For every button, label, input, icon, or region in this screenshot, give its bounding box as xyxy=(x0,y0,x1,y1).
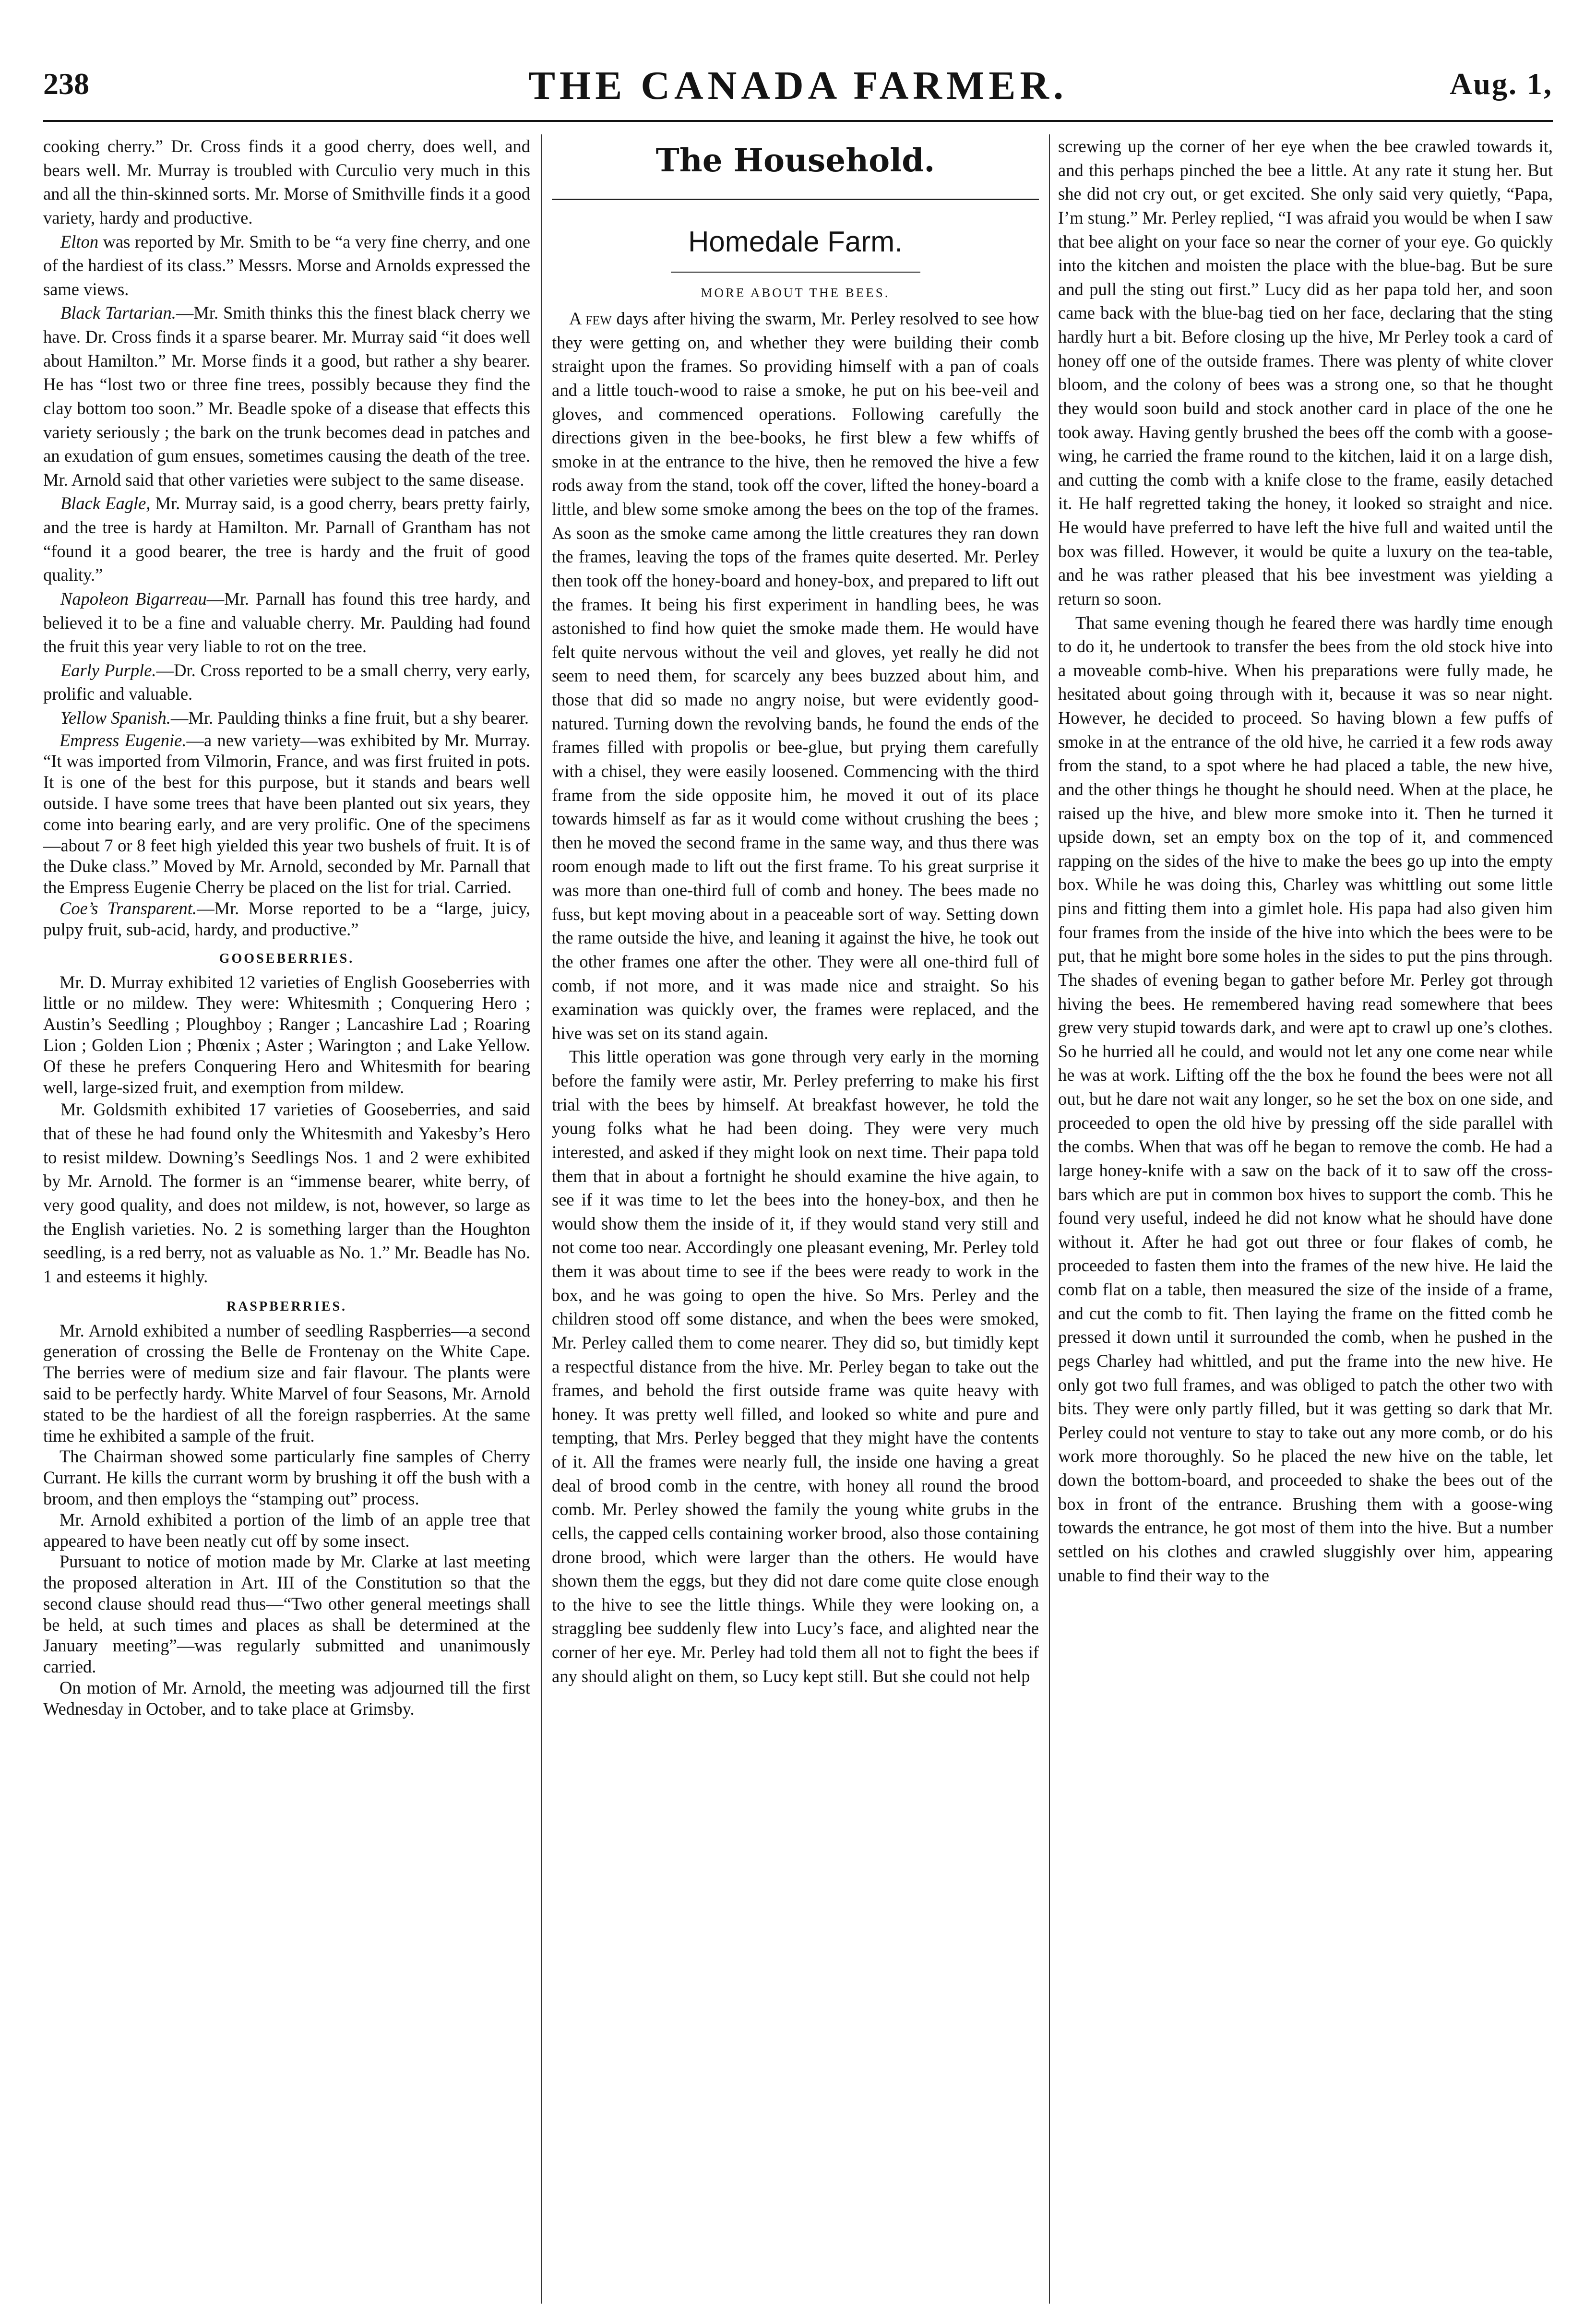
story-title: Homedale Farm. xyxy=(688,225,903,258)
paragraph: A few days after hiving the swarm, Mr. Perley resolved to see how they were getting on, and whether they were building their comb straight upon the frames. So providing himself with a pan of coals and a little touch-wood to raise a smoke, he put on his bee-veil and gloves, and commenced operations. Following carefully the directions given in the bee-books, he first blew a few whiffs of smoke in at the entrance to the hive, then he removed the hive a few rods away from the stand, took off the cover, lifted the honey-board a little, and blew some smoke among the bees on the top of the frames. As soon as the smoke came among the little creatures they ran down the frames, leaving the tops of the frames quite deserted. Mr. Perley then took off the honey-board and honey-box, and prepared to lift out the frames. It being his first experiment in handling bees, he was astonished to find how quiet the smoke made them. He would have felt quite nervous without the veil and gloves, yet really he did not seem to need them, for scarcely any bees buzzed about him, and those that did so made no angry noise, but were evidently good-natured. Turning down the revolving bands, he found the ends of the frames filled with propolis or bee-glue, but prying them carefully with a chisel, they were easily loosened. Commencing with the third frame from the side opposite him, he moved it out of its place towards himself as far as it would come without crushing the bees ; then he moved the second frame in the same way, and thus there was room enough made to lift out the first frame. To his great surprise it was more than one-third full of comb and honey. The bees made no fuss, but kept moving about in a peaceable sort of way. Setting down the rame outside the hive, and leaning it against the hive, he took out the other frames one after the other. They were all one-third full of comb, if not more, and it was made nice and straight. So his examination was quickly over, the frames were replaced, and the hive was set on its stand again. xyxy=(552,309,1039,1043)
paragraph: Black Tartarian.—Mr. Smith thinks this the finest black cherry we have. Dr. Cross finds it a sparse bearer. Mr. Murray said “it does well about Hamilton.” Mr. Morse finds it a good, but rather a shy bearer. He has “lost two or three fine trees, possibly because they find the clay bottom too soon.” Mr. Beadle spoke of a disease that effects this variety seriously ; the bark on the trunk becomes dead in patches and an exudation of gum ensues, sometimes causing the death of the tree. Mr. Arnold said that other varieties were subject to the same disease. xyxy=(43,303,530,490)
paragraph: The Chairman showed some particularly fine samples of Cherry Currant. He kills the currant worm by brushing it off the bush with a broom, and then employs the “stamping out” process. xyxy=(43,1446,530,1508)
paragraph: On motion of Mr. Arnold, the meeting was adjourned till the first Wednesday in October, and to take place at Grimsby. xyxy=(43,1678,530,1719)
paragraph: screwing up the corner of her eye when the bee crawled towards it, and this perhaps pinched the bee a little. At any rate it stung her. But she did not cry out, or get excited. She only said very quietly, “Papa, I’m stung.” Mr. Perley replied, “I was afraid you would be when I saw that bee alight on your face so near the corner of your eye. Go quickly into the kitchen and moisten the place with the blue-bag. But be sure and pull the sting out first.” Lucy did as her papa told her, and soon came back with the blue-bag tied on her face, declaring that the sting hardly hurt a bit. Before closing up the hive, Mr Perley took a card of honey off one of the outside frames. There was plenty of white clover bloom, and the colony of bees was a strong one, so that he thought they would soon build and stock another card in place of the one he took away. Having gently brushed the bees off the comb with a goose-wing, he carried the frame round to the kitchen, laid it on a large dish, and cutting the comb with a knife close to the frame, easily detached it. He half regretted taking the honey, it looked so straight and nice. He would have preferred to have left the hive full and waited until the box was filled. However, it would be quite a luxury on the tea-table, and he was rather pleased that his bee investment was yielding a return so soon. xyxy=(1058,136,1553,609)
dense-block xyxy=(43,730,530,940)
issue-date: Aug. 1, xyxy=(1450,67,1553,101)
variety-name: Elton xyxy=(60,231,99,251)
section-heading-raspberries: RASPBERRIES. xyxy=(226,1299,347,1314)
column-2 xyxy=(552,134,1039,2299)
column-rule xyxy=(541,134,542,2304)
story-subheading: MORE ABOUT THE BEES. xyxy=(701,286,890,300)
paragraph: Empress Eugenie.—a new variety—was exhibited by Mr. Murray. “It was imported from Vilmorin, France, and was first fruited in pots. It is one of the best for this purpose, but it stands and bears well outside. I have some trees that have been planted out six years, they come into bearing early, and are very prolific. One of the specimens—about 7 or 8 feet high yielded this year two bushels of fruit. It is of the Duke class.” Moved by Mr. Arnold, seconded by Mr. Parnall that the Empress Eugenie Cherry be placed on the list for trial. Carried. xyxy=(43,730,530,897)
paragraph: Mr. Arnold exhibited a number of seedling Raspberries—a second generation of crossing the Belle de Frontenay on the White Cape. The berries were of medium size and fair flavour. The plants were said to be perfectly hardy. White Marvel of four Seasons, Mr. Arnold stated to be the hardiest of all the foreign raspberries. At the same time he exhibited a sample of the fruit. xyxy=(43,1320,530,1446)
variety-name: Black Tartarian. xyxy=(60,303,176,323)
column-rule xyxy=(1049,134,1050,2304)
lead-in: A few xyxy=(569,309,612,329)
paragraph: Pursuant to notice of motion made by Mr. Clarke at last meeting the proposed alteration in Art. III of the Constitution so that the second clause should read thus—“Two other general meetings shall be held, at such times and places as shall be determined at the January meeting”—was regularly submitted and unanimously carried. xyxy=(43,1552,530,1677)
page-number: 238 xyxy=(43,67,89,101)
paragraph: Black Eagle, Mr. Murray said, is a good cherry, bears pretty fairly, and the tree is hardy at Hamilton. Mr. Parnall of Grantham has not “found it a good bearer, the tree is hardy and the fruit of good quality.” xyxy=(43,493,530,585)
paragraph: That same evening though he feared there was hardly time enough to do it, he undertook to transfer the bees from the old stock hive into a moveable comb-hive. When his preparations were fully made, he hesitated about going through with it, because it was so near night. However, he decided to proceed. So having blown a few puffs of smoke in at the entrance of the old hive, he carried it a few rods away from the stand, to a spot where he had placed a table, the new hive, and the other things he thought he should need. When at the place, he raised up the hive, and blew more smoke into it. Then he turned it upside down, set an empty box on the top of it, and commenced rapping on the sides of the hive to make the bees go up into the empty box. While he was doing this, Charley was whittling out some little pins and fitting them into a gimlet hole. His papa had also given him four frames from the inside of the hive into which the bees were to be put, that he might bore some holes in the sides to put the pins through. The shades of evening began to gather before Mr. Perley got through hiving the bees. He remembered having read somewhere that bees grew very stupid towards dark, and were apt to crawl up one’s clothes. So he hurried all he could, and would not let any one come near while he was at work. Lifting off the the box he found the bees were not all out, but he dare not wait any longer, so he set the box on one side, and proceeded to open the old hive by pressing off the side parallel with the combs. When that was off he began to remove the comb. He had a large honey-knife with a saw on the back of it to saw off the cross-bars which are put in common box hives to support the comb. This he found very useful, indeed he did not know what he should have done without it. After he had got out three or four flakes of comb, he proceeded to fasten them into the frames of the new hive. He laid the comb flat on a table, then measured the size of the inside of a frame, and cut the comb to fit. Then laying the frame on the fitted comb he pressed it down until it surrounded the comb, when he pushed in the pegs Charley had whittled, and put the frame into the new hive. He only got two full frames, and was obliged to patch the other two with bits. They were only partly filled, but it was getting so dark that Mr. Perley could not venture to stay to take out any more comb, or do his work more thoroughly. So he placed the new hive on the table, let down the bottom-board, and proceeded to shake the bees out of the box in front of the entrance. Brushing them with a goose-wing towards the entrance, he got most of them into the hive. But a number settled on his clothes and crawled sluggishly over him, appearing unable to find their way to the xyxy=(1058,612,1553,1585)
paragraph: Mr. Arnold exhibited a portion of the limb of an apple tree that appeared to have been neatly cut off by some insect. xyxy=(43,1509,530,1551)
paragraph: This little operation was gone through very early in the morning before the family were astir, Mr. Perley preferring to make his first trial with the bees by himself. At breakfast however, he told the young folks what he had been doing. They were very much interested, and asked if they might look on next time. Their papa told them that in about a fortnight he should examine the hive again, to see if it was time to let the bees into the honey-box, and then he would show them the inside of it, if they would stand very still and not come too near. Accordingly one pleasant evening, Mr. Perley told them it was about time to see if the bees were ready to work in the box, and he was going to open the hive. So Mrs. Perley and the children stood off some distance, and when the bees were smoked, Mr. Perley called them to come nearer. They did so, but timidly kept a respectful distance from the hive. Mr. Perley began to take out the frames, and behold the first outside frame was quite heavy with honey. It was pretty well filled, and looked so white and pure and tempting, that Mrs. Perley begged that they might have the contents of it. All the frames were nearly full, the inside one having a great deal of brood comb in the centre, with honey all round the brood comb. Mr. Perley showed the family the young white grubs in the cells, the capped cells containing worker brood, also those containing drone brood, which were larger than the others. He would have shown them the eggs, but they did not dare come quite close enough to the hive to see the little things. While they were looking on, a straggling bee suddenly flew into Lucy’s face, and alighted near the corner of her eye. Mr. Perley had told them all not to fight the bees if any should alight on them, so Lucy kept still. But she could not help xyxy=(552,1047,1039,1686)
dense-block xyxy=(43,1320,530,1720)
section-heading-gooseberries: GOOSEBERRIES. xyxy=(219,951,355,966)
title-rule xyxy=(671,272,920,273)
paragraph: Yellow Spanish.—Mr. Paulding thinks a fine fruit, but a shy bearer. xyxy=(60,708,529,728)
column-1 xyxy=(43,134,530,2299)
variety-name: Yellow Spanish. xyxy=(60,708,171,728)
variety-name: Coe’s Transparent. xyxy=(60,898,197,918)
variety-name: Black Eagle, xyxy=(60,493,151,514)
masthead xyxy=(43,62,1553,122)
dense-block xyxy=(43,972,530,1098)
paragraph: Elton was reported by Mr. Smith to be “a very fine cherry, and one of the hardiest of its class.” Messrs. Morse and Arnolds expressed the same views. xyxy=(43,231,530,299)
paragraph: Napoleon Bigarreau—Mr. Parnall has found this tree hardy, and believed it to be a fine and valuable cherry. Mr. Paulding had found the fruit this year very liable to rot on the tree. xyxy=(43,588,530,657)
paragraph: cooking cherry.” Dr. Cross finds it a good cherry, does well, and bears well. Mr. Murray is troubled with Curculio very much in this and all the thin-skinned sorts. Mr. Morse of Smithville finds it a good variety, hardy and productive. xyxy=(43,136,530,227)
variety-name: Empress Eugenie. xyxy=(60,730,187,750)
department-heading: The Household. xyxy=(552,134,1039,200)
newspaper-title: THE CANADA FARMER. xyxy=(528,63,1068,108)
paragraph: Coe’s Transparent.—Mr. Morse reported to be a “large, juicy, pulpy fruit, sub-acid, hardy, and productive.” xyxy=(43,898,530,939)
paragraph: Mr. D. Murray exhibited 12 varieties of English Gooseberries with little or no mildew. They were: Whitesmith ; Conquering Hero ; Austin’s Seedling ; Ploughboy ; Ranger ; Lancashire Lad ; Roaring Lion ; Golden Lion ; Phœnix ; Aster ; Warington ; and Lake Yellow. Of these he prefers Conquering Hero and Whitesmith for bearing well, large-sized fruit, and exemption from mildew. xyxy=(43,972,530,1097)
variety-name: Early Purple. xyxy=(60,660,156,680)
paragraph: Mr. Goldsmith exhibited 17 varieties of Gooseberries, and said that of these he had found only the Whitesmith and Yakesby’s Hero to resist mildew. Downing’s Seedlings Nos. 1 and 2 were exhibited by Mr. Arnold. The former is an “immense bearer, white berry, of very good quality, and does not mildew, is not, however, so large as the English varieties. No. 2 is something larger than the Houghton seedling, is a red berry, not as valuable as No. 1.” Mr. Beadle has No. 1 and esteems it highly. xyxy=(43,1099,530,1286)
column-3 xyxy=(1058,134,1553,2299)
paragraph: Early Purple.—Dr. Cross reported to be a small cherry, very early, prolific and valuable. xyxy=(43,660,530,704)
variety-name: Napoleon Bigarreau xyxy=(60,588,207,609)
